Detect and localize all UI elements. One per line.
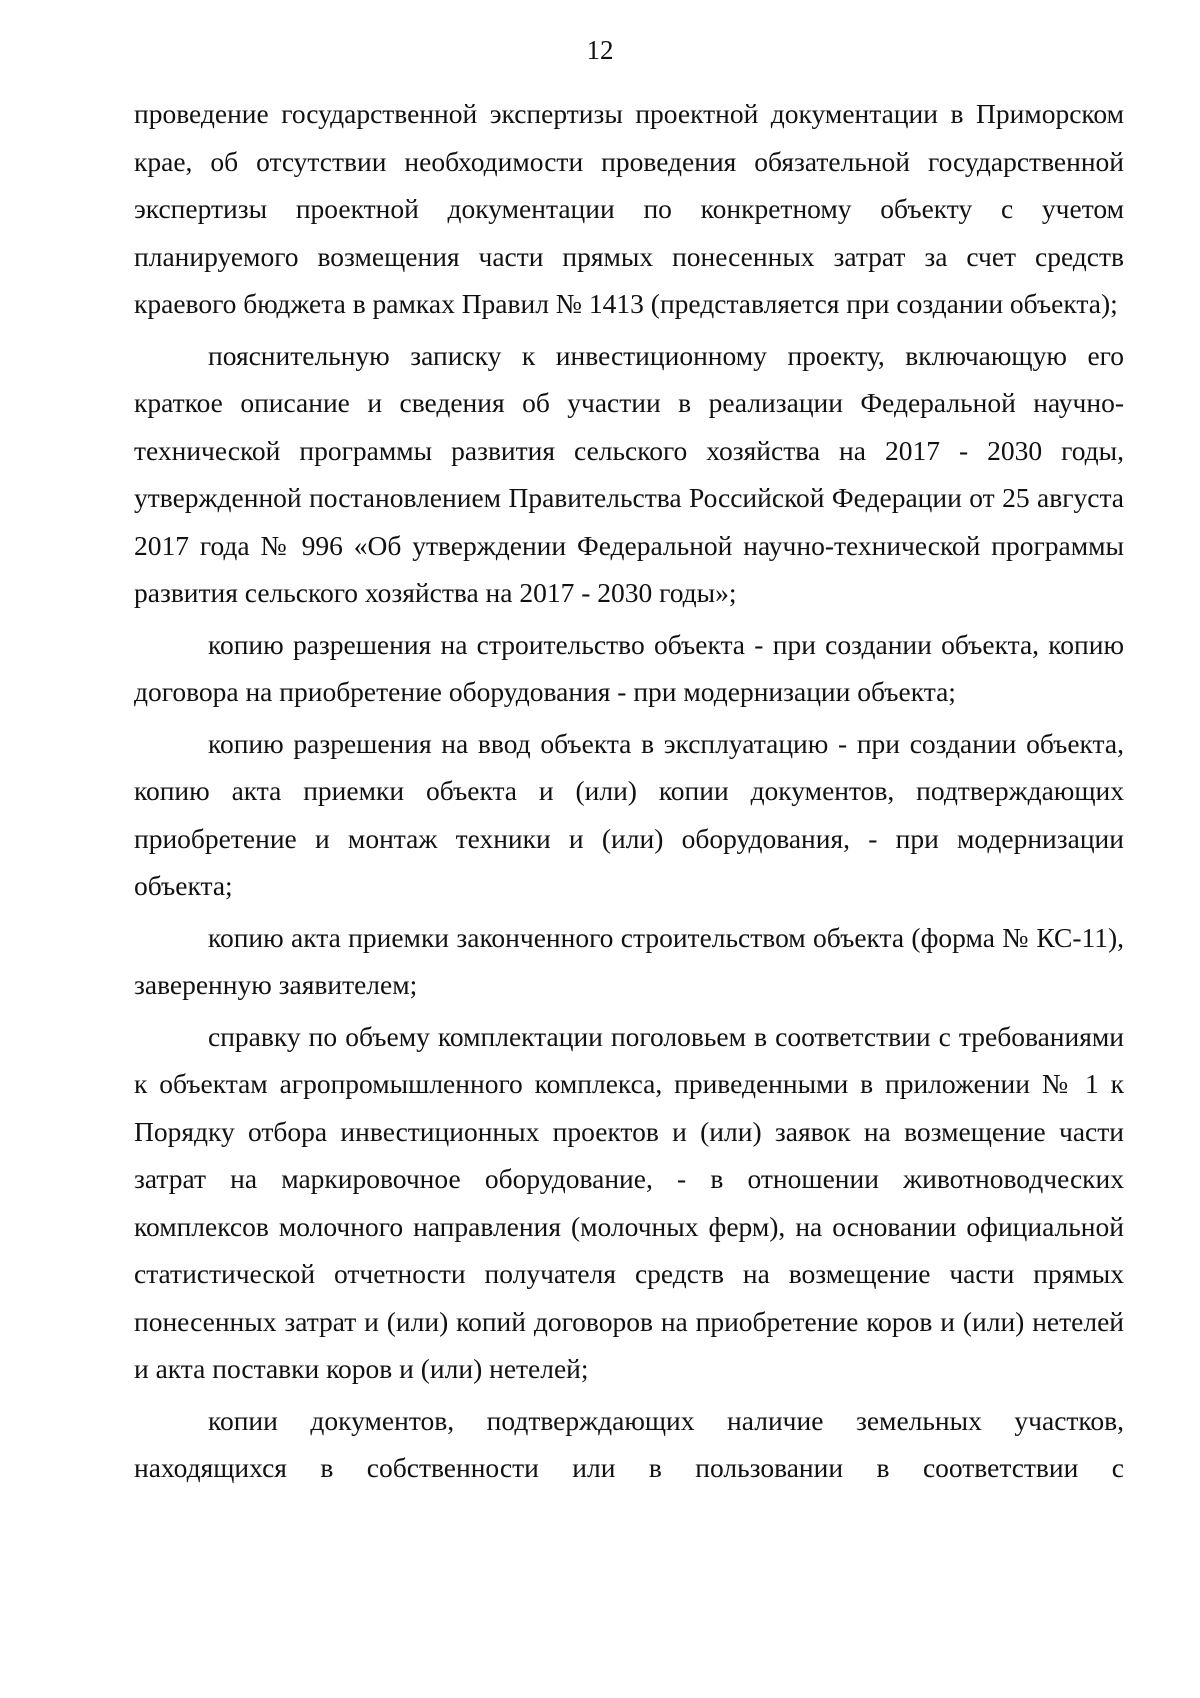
paragraph-construction-permit: копию разрешения на строительство объекта - при создании объекта, копию договора на приобретение оборудования - при модернизации объекта; [134,628,1124,707]
paragraph-explanatory-note: пояснительную записку к инвестиционному проекту, включающую его краткое описание и сведения об участии в реализации Федеральной научно-технической программы развития сельского хозяйства на 2017 - 2030 годы, утвержденной постановлением Правительства Российской Федерации от 25 августа 2017 года № 996 «Об утверждении Федеральной научно-технической программы развития сельского хозяйства на 2017 - 2030 годы»; [134,339,1124,608]
paragraph-expertise-continuation: проведение государственной экспертизы проектной документации в Приморском крае, об отсутствии необходимости проведения обязательной государственной экспертизы проектной документации по конкретному объекту с учетом планируемого возмещения части прямых понесенных затрат за счет средств краевого бюджета в рамках Правил № 1413 (представляется при создании объекта); [134,98,1124,319]
paragraph-commissioning-permit: копию разрешения на ввод объекта в эксплуатацию - при создании объекта, копию акта приемки объекта и (или) копии документов, подтверждающих приобретение и монтаж техники и (или) оборудования, - при модернизации объекта; [134,727,1124,901]
paragraph-livestock-certificate: справку по объему комплектации поголовьем в соответствии с требованиями к объектам агропромышленного комплекса, приведенными в приложении № 1 к Порядку отбора инвестиционных проектов и (или) заявок на возмещение части затрат на маркировочное оборудование, - в отношении животноводческих комплексов молочного направления (молочных ферм), на основании официальной статистической отчетности получателя средств на возмещение части прямых понесенных затрат и (или) копий договоров на приобретение коров и (или) нетелей и акта поставки коров и (или) нетелей; [134,1020,1124,1384]
paragraph-land-documents: копии документов, подтверждающих наличие земельных участков, находящихся в собственности или в пользовании в соответствии с [134,1404,1124,1483]
paragraph-acceptance-act: копию акта приемки законченного строительством объекта (форма № КС-11), заверенную заявителем; [134,921,1124,1000]
page-number: 12 [586,35,614,65]
document-body [134,90,1124,1496]
